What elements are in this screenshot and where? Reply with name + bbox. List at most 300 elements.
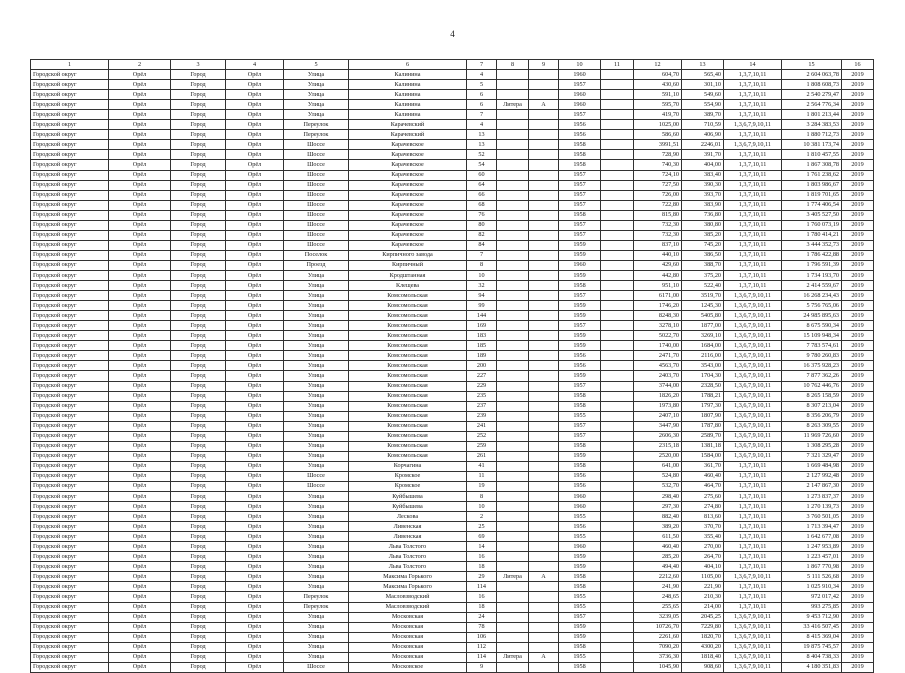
table-cell-col-6: Карачевское — [349, 220, 467, 230]
table-cell-col-4: Орёл — [226, 291, 284, 301]
table-cell-col-6: Комсомольская — [349, 331, 467, 341]
table-cell-col-1: Городской округ — [31, 602, 109, 612]
table-cell-col-11 — [601, 662, 634, 672]
table-cell-col-13: 464,70 — [682, 481, 724, 491]
table-cell-col-13: 370,70 — [682, 522, 724, 532]
table-cell-col-12: 8248,30 — [634, 311, 682, 321]
table-cell-col-1: Городской округ — [31, 281, 109, 291]
table-cell-col-12: 1740,00 — [634, 341, 682, 351]
table-cell-col-15: 993 275,85 — [782, 602, 842, 612]
table-cell-col-14: 1,3,6,7,9,10,11 — [724, 351, 782, 361]
table-cell-col-5: Переулок — [284, 120, 349, 130]
table-cell-col-13: 3269,10 — [682, 331, 724, 341]
table-row — [31, 220, 874, 230]
table-cell-col-16: 2019 — [842, 652, 874, 662]
table-cell-col-12: 3991,51 — [634, 140, 682, 150]
table-cell-col-5: Переулок — [284, 602, 349, 612]
table-cell-col-8 — [497, 260, 529, 270]
table-cell-col-11 — [601, 351, 634, 361]
table-cell-col-3: Город — [171, 572, 226, 582]
table-cell-col-7: 10 — [467, 270, 497, 280]
table-cell-col-16: 2019 — [842, 401, 874, 411]
table-cell-col-7: 68 — [467, 200, 497, 210]
table-cell-col-11 — [601, 542, 634, 552]
table-row — [31, 421, 874, 431]
table-cell-col-13: 522,40 — [682, 281, 724, 291]
table-cell-col-2: Орёл — [109, 230, 171, 240]
table-cell-col-9 — [529, 230, 559, 240]
table-cell-col-13: 1820,70 — [682, 632, 724, 642]
table-cell-col-3: Город — [171, 260, 226, 270]
table-cell-col-10: 1957 — [559, 381, 601, 391]
table-cell-col-15: 3 405 527,50 — [782, 210, 842, 220]
table-cell-col-5: Улица — [284, 612, 349, 622]
table-cell-col-2: Орёл — [109, 371, 171, 381]
table-cell-col-2: Орёл — [109, 582, 171, 592]
table-cell-col-9 — [529, 281, 559, 291]
table-cell-col-4: Орёл — [226, 230, 284, 240]
table-cell-col-12: 732,30 — [634, 220, 682, 230]
table-cell-col-10: 1959 — [559, 622, 601, 632]
table-cell-col-6: Московская — [349, 612, 467, 622]
table-cell-col-16: 2019 — [842, 351, 874, 361]
table-cell-col-9 — [529, 140, 559, 150]
table-cell-col-6: Карачевское — [349, 230, 467, 240]
table-row — [31, 301, 874, 311]
table-cell-col-8 — [497, 552, 529, 562]
table-cell-col-13: 1797,30 — [682, 401, 724, 411]
table-cell-col-1: Городской округ — [31, 250, 109, 260]
table-cell-col-9 — [529, 220, 559, 230]
table-cell-col-14: 1,3,7,10,11 — [724, 150, 782, 160]
table-cell-col-3: Город — [171, 502, 226, 512]
table-cell-col-5: Улица — [284, 401, 349, 411]
table-cell-col-14: 1,3,7,10,11 — [724, 270, 782, 280]
table-row — [31, 562, 874, 572]
table-cell-col-4: Орёл — [226, 110, 284, 120]
table-cell-col-15: 8 675 590,34 — [782, 321, 842, 331]
table-cell-col-12: 297,30 — [634, 502, 682, 512]
table-cell-col-5: Улица — [284, 552, 349, 562]
table-cell-col-5: Шоссе — [284, 200, 349, 210]
table-cell-col-6: Комсомольская — [349, 291, 467, 301]
table-cell-col-16: 2019 — [842, 512, 874, 522]
table-cell-col-2: Орёл — [109, 401, 171, 411]
table-cell-col-5: Проезд — [284, 260, 349, 270]
table-cell-col-13: 389,70 — [682, 110, 724, 120]
table-cell-col-13: 1877,00 — [682, 321, 724, 331]
table-cell-col-14: 1,3,6,7,9,10,11 — [724, 431, 782, 441]
table-cell-col-15: 9 780 260,83 — [782, 351, 842, 361]
table-cell-col-15: 1 867 308,78 — [782, 160, 842, 170]
table-cell-col-10: 1960 — [559, 542, 601, 552]
table-cell-col-12: 10726,70 — [634, 622, 682, 632]
table-cell-col-9 — [529, 381, 559, 391]
table-cell-col-8 — [497, 331, 529, 341]
table-cell-col-8 — [497, 291, 529, 301]
table-cell-col-11 — [601, 331, 634, 341]
table-cell-col-6: Калинина — [349, 80, 467, 90]
table-cell-col-6: Клещева — [349, 281, 467, 291]
table-cell-col-12: 740,30 — [634, 160, 682, 170]
table-cell-col-14: 1,3,6,7,9,10,11 — [724, 331, 782, 341]
table-cell-col-2: Орёл — [109, 612, 171, 622]
table-cell-col-6: Карачевское — [349, 160, 467, 170]
table-cell-col-2: Орёл — [109, 431, 171, 441]
table-cell-col-1: Городской округ — [31, 662, 109, 672]
table-cell-col-14: 1,3,7,10,11 — [724, 220, 782, 230]
table-cell-col-10: 1957 — [559, 220, 601, 230]
table-cell-col-16: 2019 — [842, 291, 874, 301]
table-cell-col-10: 1959 — [559, 552, 601, 562]
table-row — [31, 431, 874, 441]
table-cell-col-3: Город — [171, 391, 226, 401]
table-cell-col-8 — [497, 361, 529, 371]
table-cell-col-2: Орёл — [109, 662, 171, 672]
table-cell-col-3: Город — [171, 592, 226, 602]
table-cell-col-10: 1957 — [559, 200, 601, 210]
table-cell-col-9 — [529, 321, 559, 331]
table-cell-col-15: 2 127 992,48 — [782, 471, 842, 481]
table-cell-col-14: 1,3,7,10,11 — [724, 281, 782, 291]
table-cell-col-11 — [601, 90, 634, 100]
table-cell-col-8 — [497, 301, 529, 311]
table-cell-col-9 — [529, 361, 559, 371]
table-cell-col-16: 2019 — [842, 170, 874, 180]
table-cell-col-9 — [529, 391, 559, 401]
table-row — [31, 502, 874, 512]
table-cell-col-7: 64 — [467, 180, 497, 190]
table-cell-col-11 — [601, 190, 634, 200]
table-cell-col-8 — [497, 502, 529, 512]
table-cell-col-5: Переулок — [284, 592, 349, 602]
table-row — [31, 321, 874, 331]
table-cell-col-12: 3239,05 — [634, 612, 682, 622]
table-cell-col-4: Орёл — [226, 170, 284, 180]
table-cell-col-7: 76 — [467, 210, 497, 220]
table-row — [31, 180, 874, 190]
table-cell-col-2: Орёл — [109, 321, 171, 331]
table-cell-col-5: Улица — [284, 632, 349, 642]
table-cell-col-4: Орёл — [226, 522, 284, 532]
table-cell-col-11 — [601, 401, 634, 411]
table-row — [31, 381, 874, 391]
table-cell-col-15: 2 414 559,67 — [782, 281, 842, 291]
table-cell-col-9 — [529, 170, 559, 180]
table-cell-col-1: Городской округ — [31, 532, 109, 542]
table-cell-col-4: Орёл — [226, 492, 284, 502]
table-cell-col-5: Улица — [284, 562, 349, 572]
table-cell-col-15: 2 147 867,30 — [782, 481, 842, 491]
table-cell-col-15: 4 180 351,83 — [782, 662, 842, 672]
table-cell-col-8 — [497, 522, 529, 532]
table-cell-col-8 — [497, 492, 529, 502]
table-cell-col-12: 1045,90 — [634, 662, 682, 672]
table-cell-col-16: 2019 — [842, 421, 874, 431]
table-cell-col-2: Орёл — [109, 291, 171, 301]
table-cell-col-2: Орёл — [109, 351, 171, 361]
table-cell-col-2: Орёл — [109, 512, 171, 522]
table-cell-col-10: 1960 — [559, 100, 601, 110]
table-cell-col-12: 728,90 — [634, 150, 682, 160]
table-cell-col-14: 1,3,7,10,11 — [724, 562, 782, 572]
table-row — [31, 160, 874, 170]
table-cell-col-15: 24 985 895,63 — [782, 311, 842, 321]
table-cell-col-10: 1958 — [559, 281, 601, 291]
table-cell-col-1: Городской округ — [31, 240, 109, 250]
table-cell-col-15: 16 268 234,43 — [782, 291, 842, 301]
table-cell-col-3: Город — [171, 210, 226, 220]
table-cell-col-2: Орёл — [109, 210, 171, 220]
table-cell-col-5: Улица — [284, 421, 349, 431]
table-cell-col-15: 9 453 712,90 — [782, 612, 842, 622]
table-cell-col-12: 2403,70 — [634, 371, 682, 381]
table-cell-col-16: 2019 — [842, 361, 874, 371]
table-cell-col-6: Московская — [349, 632, 467, 642]
table-cell-col-4: Орёл — [226, 150, 284, 160]
table-cell-col-3: Город — [171, 522, 226, 532]
table-cell-col-6: Московская — [349, 652, 467, 662]
table-cell-col-9 — [529, 592, 559, 602]
table-cell-col-3: Город — [171, 431, 226, 441]
table-row — [31, 451, 874, 461]
table-cell-col-15: 7 321 329,47 — [782, 451, 842, 461]
table-cell-col-4: Орёл — [226, 200, 284, 210]
table-cell-col-13: 1584,00 — [682, 451, 724, 461]
table-cell-col-14: 1,3,7,10,11 — [724, 602, 782, 612]
table-cell-col-14: 1,3,7,10,11 — [724, 100, 782, 110]
table-cell-col-1: Городской округ — [31, 70, 109, 80]
table-cell-col-5: Улица — [284, 431, 349, 441]
table-cell-col-1: Городской округ — [31, 321, 109, 331]
table-cell-col-9 — [529, 532, 559, 542]
table-cell-col-16: 2019 — [842, 481, 874, 491]
table-cell-col-12: 604,70 — [634, 70, 682, 80]
table-cell-col-12: 727,50 — [634, 180, 682, 190]
table-cell-col-6: Комсомольская — [349, 421, 467, 431]
table-cell-col-14: 1,3,6,7,9,10,11 — [724, 622, 782, 632]
table-cell-col-6: Комсомольская — [349, 321, 467, 331]
table-cell-col-4: Орёл — [226, 552, 284, 562]
table-cell-col-8 — [497, 562, 529, 572]
table-cell-col-13: 404,10 — [682, 562, 724, 572]
table-cell-col-9 — [529, 441, 559, 451]
table-cell-col-8 — [497, 160, 529, 170]
table-cell-col-6: Московская — [349, 642, 467, 652]
table-cell-col-13: 393,70 — [682, 190, 724, 200]
table-cell-col-4: Орёл — [226, 70, 284, 80]
table-cell-col-5: Улица — [284, 411, 349, 421]
table-cell-col-2: Орёл — [109, 481, 171, 491]
table-cell-col-11 — [601, 492, 634, 502]
table-cell-col-13: 361,70 — [682, 461, 724, 471]
table-cell-col-13: 383,40 — [682, 170, 724, 180]
table-cell-col-3: Город — [171, 441, 226, 451]
table-cell-col-12: 2606,30 — [634, 431, 682, 441]
table-cell-col-16: 2019 — [842, 532, 874, 542]
table-cell-col-12: 641,00 — [634, 461, 682, 471]
table-cell-col-16: 2019 — [842, 592, 874, 602]
table-cell-col-6: Комсомольская — [349, 451, 467, 461]
table-cell-col-13: 380,80 — [682, 220, 724, 230]
table-cell-col-14: 1,3,6,7,9,10,11 — [724, 391, 782, 401]
table-row — [31, 140, 874, 150]
table-cell-col-16: 2019 — [842, 572, 874, 582]
table-cell-col-12: 532,70 — [634, 481, 682, 491]
table-cell-col-11 — [601, 291, 634, 301]
table-cell-col-13: 1787,80 — [682, 421, 724, 431]
table-cell-col-12: 429,60 — [634, 260, 682, 270]
table-cell-col-5: Улица — [284, 70, 349, 80]
table-cell-col-16: 2019 — [842, 130, 874, 140]
table-cell-col-10: 1957 — [559, 612, 601, 622]
table-cell-col-2: Орёл — [109, 80, 171, 90]
table-cell-col-16: 2019 — [842, 270, 874, 280]
table-cell-col-7: 54 — [467, 160, 497, 170]
table-cell-col-8 — [497, 140, 529, 150]
table-cell-col-14: 1,3,7,10,11 — [724, 80, 782, 90]
table-cell-col-10: 1960 — [559, 70, 601, 80]
table-cell-col-15: 1 247 953,89 — [782, 542, 842, 552]
table-cell-col-15: 15 109 948,34 — [782, 331, 842, 341]
table-cell-col-15: 5 111 526,68 — [782, 572, 842, 582]
table-cell-col-6: Комсомольская — [349, 431, 467, 441]
table-cell-col-4: Орёл — [226, 481, 284, 491]
table-cell-col-3: Город — [171, 160, 226, 170]
table-cell-col-14: 1,3,7,10,11 — [724, 592, 782, 602]
table-cell-col-11 — [601, 461, 634, 471]
table-row — [31, 341, 874, 351]
table-cell-col-2: Орёл — [109, 411, 171, 421]
table-cell-col-13: 301,10 — [682, 80, 724, 90]
table-cell-col-15: 8 415 369,04 — [782, 632, 842, 642]
table-cell-col-5: Улица — [284, 371, 349, 381]
table-cell-col-2: Орёл — [109, 100, 171, 110]
table-cell-col-2: Орёл — [109, 492, 171, 502]
table-row — [31, 582, 874, 592]
table-row — [31, 270, 874, 280]
table-cell-col-10: 1959 — [559, 341, 601, 351]
table-cell-col-8 — [497, 351, 529, 361]
table-cell-col-11 — [601, 311, 634, 321]
table-cell-col-5: Шоссе — [284, 481, 349, 491]
table-cell-col-12: 2261,60 — [634, 632, 682, 642]
table-cell-col-9 — [529, 260, 559, 270]
table-cell-col-2: Орёл — [109, 532, 171, 542]
table-cell-col-1: Городской округ — [31, 381, 109, 391]
table-cell-col-14: 1,3,7,10,11 — [724, 110, 782, 120]
table-cell-col-14: 1,3,7,10,11 — [724, 582, 782, 592]
table-cell-col-5: Шоссе — [284, 150, 349, 160]
table-cell-col-2: Орёл — [109, 220, 171, 230]
table-cell-col-5: Шоссе — [284, 180, 349, 190]
table-cell-col-8 — [497, 512, 529, 522]
table-cell-col-9 — [529, 301, 559, 311]
table-cell-col-11 — [601, 481, 634, 491]
table-cell-col-4: Орёл — [226, 371, 284, 381]
table-cell-col-3: Город — [171, 190, 226, 200]
table-cell-col-2: Орёл — [109, 200, 171, 210]
table-cell-col-10: 1958 — [559, 401, 601, 411]
table-cell-col-5: Улица — [284, 582, 349, 592]
table-cell-col-9 — [529, 471, 559, 481]
table-cell-col-4: Орёл — [226, 270, 284, 280]
table-cell-col-7: 200 — [467, 361, 497, 371]
table-cell-col-2: Орёл — [109, 642, 171, 652]
table-cell-col-5: Улица — [284, 461, 349, 471]
table-cell-col-3: Город — [171, 471, 226, 481]
table-cell-col-16: 2019 — [842, 622, 874, 632]
table-cell-col-12: 430,60 — [634, 80, 682, 90]
table-cell-col-6: Льва Толстого — [349, 552, 467, 562]
table-cell-col-15: 2 564 776,34 — [782, 100, 842, 110]
table-cell-col-3: Город — [171, 642, 226, 652]
table-cell-col-8: Литера — [497, 652, 529, 662]
table-cell-col-7: 13 — [467, 130, 497, 140]
table-cell-col-2: Орёл — [109, 260, 171, 270]
table-cell-col-4: Орёл — [226, 90, 284, 100]
table-cell-col-7: 7 — [467, 110, 497, 120]
table-row — [31, 170, 874, 180]
column-number-12: 12 — [634, 60, 682, 70]
table-cell-col-14: 1,3,6,7,9,10,11 — [724, 321, 782, 331]
table-cell-col-6: Калинина — [349, 100, 467, 110]
table-cell-col-8 — [497, 542, 529, 552]
table-cell-col-10: 1955 — [559, 512, 601, 522]
table-cell-col-14: 1,3,7,10,11 — [724, 200, 782, 210]
table-cell-col-14: 1,3,6,7,9,10,11 — [724, 311, 782, 321]
table-cell-col-7: 114 — [467, 582, 497, 592]
table-cell-col-2: Орёл — [109, 170, 171, 180]
table-cell-col-11 — [601, 321, 634, 331]
table-cell-col-3: Город — [171, 321, 226, 331]
table-cell-col-5: Улица — [284, 281, 349, 291]
table-cell-col-13: 2589,70 — [682, 431, 724, 441]
table-row — [31, 602, 874, 612]
table-cell-col-11 — [601, 512, 634, 522]
table-cell-col-2: Орёл — [109, 391, 171, 401]
table-cell-col-6: Комсомольская — [349, 341, 467, 351]
table-cell-col-3: Город — [171, 291, 226, 301]
table-cell-col-7: 66 — [467, 190, 497, 200]
table-cell-col-15: 5 756 765,06 — [782, 301, 842, 311]
table-cell-col-10: 1957 — [559, 321, 601, 331]
table-cell-col-13: 390,30 — [682, 180, 724, 190]
table-cell-col-2: Орёл — [109, 160, 171, 170]
table-cell-col-16: 2019 — [842, 140, 874, 150]
table-cell-col-4: Орёл — [226, 451, 284, 461]
table-cell-col-5: Улица — [284, 522, 349, 532]
table-cell-col-14: 1,3,6,7,9,10,11 — [724, 642, 782, 652]
table-cell-col-3: Город — [171, 662, 226, 672]
table-cell-col-14: 1,3,6,7,9,10,11 — [724, 291, 782, 301]
table-cell-col-15: 3 284 383,53 — [782, 120, 842, 130]
table-cell-col-13: 1381,18 — [682, 441, 724, 451]
table-cell-col-16: 2019 — [842, 311, 874, 321]
table-cell-col-14: 1,3,6,7,9,10,11 — [724, 421, 782, 431]
table-cell-col-7: 237 — [467, 401, 497, 411]
table-cell-col-3: Город — [171, 381, 226, 391]
table-cell-col-1: Городской округ — [31, 411, 109, 421]
table-cell-col-5: Улица — [284, 80, 349, 90]
table-cell-col-9 — [529, 341, 559, 351]
column-number-10: 10 — [559, 60, 601, 70]
table-cell-col-5: Улица — [284, 100, 349, 110]
table-row — [31, 250, 874, 260]
table-cell-col-1: Городской округ — [31, 270, 109, 280]
table-cell-col-12: 732,30 — [634, 230, 682, 240]
table-cell-col-6: Максима Горького — [349, 572, 467, 582]
